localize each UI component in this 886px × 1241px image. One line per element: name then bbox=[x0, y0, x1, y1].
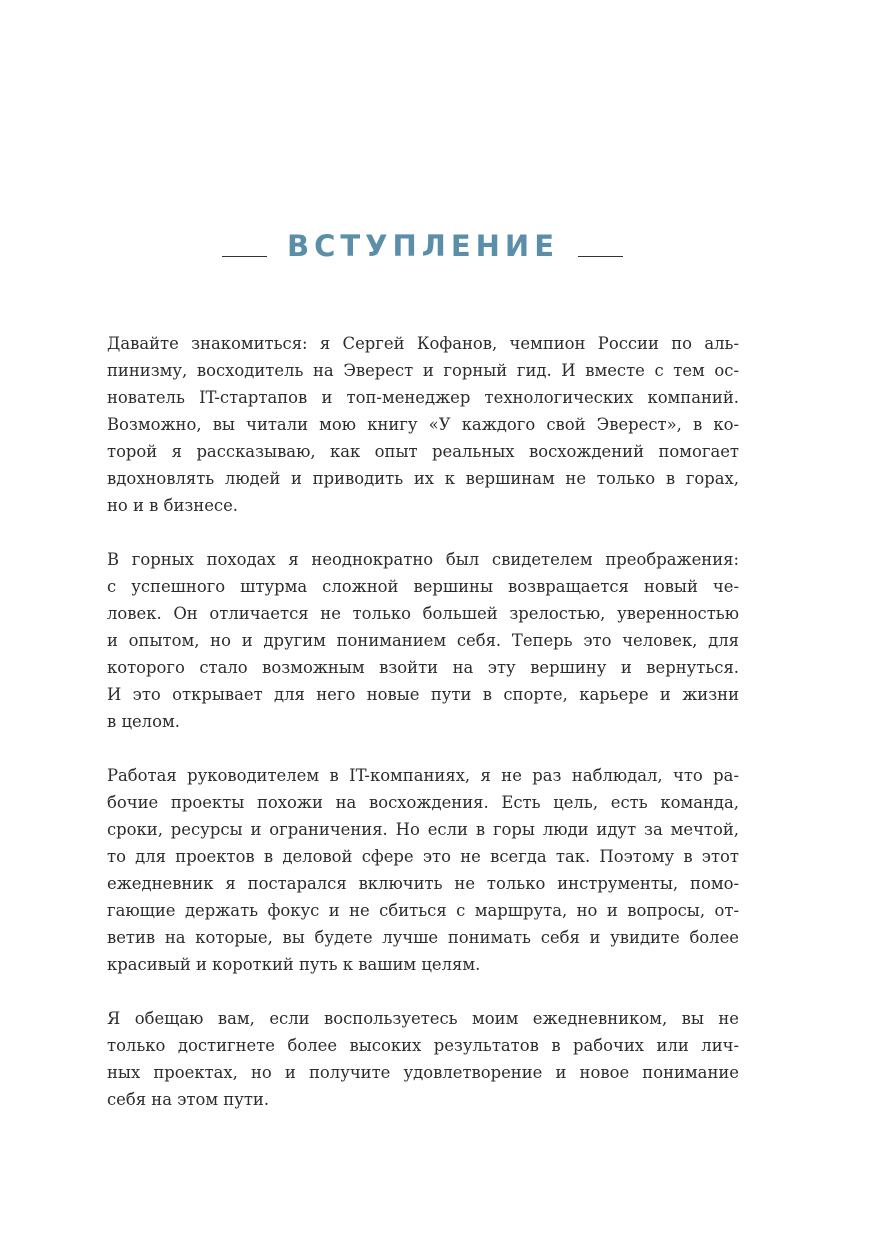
text-line: Возможно, вы читали мою книгу «У каждого свой Эверест», в ко- bbox=[107, 415, 739, 434]
text-line: Я обещаю вам, если воспользуетесь моим ежедневником, вы не bbox=[107, 1009, 739, 1028]
text-line: ветив на которые, вы будете лучше понимать себя и увидите более bbox=[107, 928, 739, 947]
text-line: которого стало возможным взойти на эту вершину и вернуться. bbox=[107, 658, 739, 677]
text-line: ежедневник я постарался включить не только инструменты, помо- bbox=[107, 874, 739, 893]
text-line: с успешного штурма сложной вершины возвращается новый че- bbox=[107, 577, 739, 596]
paragraph-4 bbox=[107, 1005, 739, 1113]
text-line: ловек. Он отличается не только большей зрелостью, уверенностью bbox=[107, 604, 739, 623]
text-line: то для проектов в деловой сфере это не всегда так. Поэтому в этот bbox=[107, 847, 739, 866]
text-line: гающие держать фокус и не сбиться с маршрута, но и вопросы, от- bbox=[107, 901, 739, 920]
text-line: бочие проекты похожи на восхождения. Есть цель, есть команда, bbox=[107, 793, 739, 812]
text-line: себя на этом пути. bbox=[107, 1090, 270, 1109]
text-line: в целом. bbox=[107, 712, 180, 731]
text-line: и опытом, но и другим пониманием себя. Теперь это человек, для bbox=[107, 631, 739, 650]
text-line: В горных походах я неоднократно был свидетелем преображения: bbox=[107, 550, 739, 569]
text-line: пинизму, восходитель на Эверест и горный гид. И вместе с тем ос- bbox=[107, 361, 739, 380]
text-line: нователь IT-стартапов и топ-менеджер технологических компаний. bbox=[107, 388, 739, 407]
chapter-heading bbox=[0, 226, 886, 270]
text-line: торой я рассказываю, как опыт реальных восхождений помогает bbox=[107, 442, 739, 461]
text-line: Работая руководителем в IT-компаниях, я не раз наблюдал, что ра- bbox=[107, 766, 739, 785]
paragraph-1 bbox=[107, 330, 739, 519]
text-line: Давайте знакомиться: я Сергей Кофанов, чемпион России по аль- bbox=[107, 334, 739, 353]
text-line: красивый и короткий путь к вашим целям. bbox=[107, 955, 481, 974]
body-text bbox=[107, 330, 739, 1140]
text-line: сроки, ресурсы и ограничения. Но если в горы люди идут за мечтой, bbox=[107, 820, 739, 839]
text-line: только достигнете более высоких результатов в рабочих или лич- bbox=[107, 1036, 739, 1055]
chapter-title: ВСТУПЛЕНИЕ bbox=[286, 229, 560, 263]
text-line: И это открывает для него новые пути в спорте, карьере и жизни bbox=[107, 685, 739, 704]
text-line: но и в бизнесе. bbox=[107, 496, 239, 515]
heading-rule-right bbox=[578, 256, 623, 257]
paragraph-3 bbox=[107, 762, 739, 978]
text-line: вдохновлять людей и приводить их к вершинам не только в горах, bbox=[107, 469, 739, 488]
text-line: ных проектах, но и получите удовлетворение и новое понимание bbox=[107, 1063, 739, 1082]
heading-rule-left bbox=[222, 256, 267, 257]
paragraph-2 bbox=[107, 546, 739, 735]
